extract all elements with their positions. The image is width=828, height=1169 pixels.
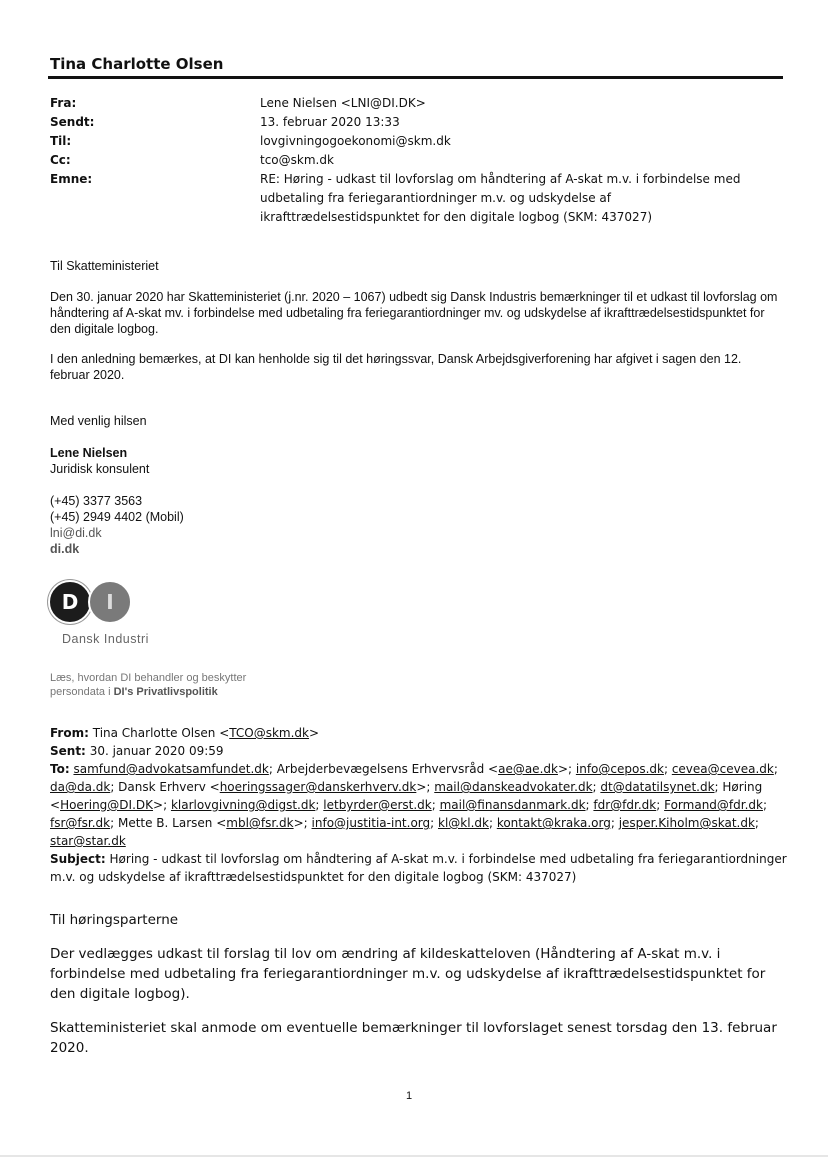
- recipient-email[interactable]: mail@finansdanmark.dk: [439, 798, 586, 812]
- reply-salutation: Til Skatteministeriet: [50, 259, 159, 273]
- fwd-sent-row: [50, 742, 790, 760]
- sent-label: Sendt:: [50, 115, 95, 129]
- recipient-email[interactable]: kl@kl.dk: [438, 816, 489, 830]
- fwd-from-end: >: [308, 726, 320, 740]
- signature-web[interactable]: di.dk: [50, 542, 80, 556]
- recipient-email[interactable]: dt@datatilsynet.dk: [600, 780, 715, 794]
- recipient-separator: ; Dansk Erhverv <: [110, 780, 220, 794]
- logo-d-circle: D: [48, 580, 92, 624]
- recipient-separator: >;: [557, 762, 576, 776]
- logo-circles: [48, 580, 149, 624]
- recipient-email[interactable]: Hoering@DI.DK: [60, 798, 154, 812]
- fwd-from-row: [50, 724, 790, 742]
- recipient-email[interactable]: mail@danskeadvokater.dk: [434, 780, 593, 794]
- signature-title: Juridisk konsulent: [50, 462, 150, 476]
- recipient-separator: ;: [585, 798, 594, 812]
- recipient-email[interactable]: letbyrder@erst.dk: [323, 798, 432, 812]
- signature-mobile: (+45) 2949 4402 (Mobil): [50, 510, 184, 524]
- recipient-email[interactable]: cevea@cevea.dk: [671, 762, 774, 776]
- message-body: [50, 910, 790, 1072]
- header-subject-row: [50, 170, 790, 227]
- from-label: Fra:: [50, 96, 77, 110]
- recipient-separator: ;: [663, 762, 672, 776]
- privacy-line-2-text: persondata i: [50, 686, 114, 698]
- recipient-email[interactable]: star@star.dk: [50, 834, 126, 848]
- di-logo: [48, 580, 149, 646]
- recipient-email[interactable]: da@da.dk: [50, 780, 111, 794]
- recipient-separator: ;: [430, 816, 438, 830]
- recipient-separator: ;: [773, 762, 778, 776]
- recipient-separator: ;: [431, 798, 440, 812]
- fwd-sent-value: 30. januar 2020 09:59: [89, 744, 224, 758]
- fwd-subject-value: Høring - udkast til lovforslag om håndtering af A-skat m.v. i forbindelse med udbetaling fra feriegarantiordninger m.v. og udskydelse af ikrafttrædelsestidspunktet for den digitale logbog (SKM: 437027): [50, 852, 787, 884]
- recipient-email[interactable]: klarlovgivning@digst.dk: [170, 798, 316, 812]
- recipient-separator: ;: [488, 816, 497, 830]
- recipient-separator: ;: [754, 816, 759, 830]
- recipient-separator: ; Arbejderbevægelsens Erhvervsråd <: [268, 762, 499, 776]
- header-from-row: [50, 94, 790, 113]
- privacy-line-2: [50, 685, 246, 699]
- page-number: 1: [406, 1090, 413, 1102]
- reply-body: [50, 258, 780, 557]
- signature-name: Lene Nielsen: [50, 446, 128, 460]
- recipient-email[interactable]: ae@ae.dk: [498, 762, 558, 776]
- privacy-line-1: Læs, hvordan DI behandler og beskytter: [50, 672, 247, 684]
- subject-value: RE: Høring - udkast til lovforslag om håndtering af A-skat m.v. i forbindelse med udbetaling fra feriegarantiordninger m.v. og udskydelse af ikrafttrædelsestidspunktet for den digitale logbog (SKM: 437027): [260, 172, 741, 224]
- scan-edge: [0, 1155, 828, 1157]
- recipient-separator: ;: [762, 798, 768, 812]
- fwd-from-value: Tina Charlotte Olsen <: [92, 726, 230, 740]
- reply-paragraph-1: Den 30. januar 2020 har Skatteministeriet (j.nr. 2020 – 1067) udbedt sig Dansk Industris bemærkninger til et udkast til lovforslag om håndtering af A-skat mv. i forbindelse med udbetaling fra feriegarantiordninger mv. og udskydelse af ikrafttrædelsestidspunktet for den digitale logbog.: [50, 290, 778, 336]
- recipient-email[interactable]: Formand@fdr.dk: [664, 798, 763, 812]
- recipient-email[interactable]: kontakt@kraka.org: [496, 816, 611, 830]
- reply-closing: Med venlig hilsen: [50, 414, 147, 428]
- email-header: [50, 94, 790, 227]
- signature-email[interactable]: lni@di.dk: [50, 526, 102, 540]
- privacy-note: [50, 671, 246, 699]
- fwd-subject-row: [50, 850, 790, 886]
- fwd-to-label: To:: [50, 762, 70, 776]
- recipient-separator: >;: [153, 798, 171, 812]
- header-sent-row: [50, 113, 790, 132]
- sent-value: 13. februar 2020 13:33: [260, 115, 400, 129]
- header-cc-row: [50, 151, 790, 170]
- owner-name: Tina Charlotte Olsen: [50, 55, 224, 73]
- recipient-email[interactable]: fsr@fsr.dk: [50, 816, 111, 830]
- cc-value: tco@skm.dk: [260, 153, 334, 167]
- subject-label: Emne:: [50, 172, 93, 186]
- fwd-to-row: [50, 760, 790, 850]
- recipient-separator: ;: [610, 816, 619, 830]
- to-value: lovgivningogoekonomi@skm.dk: [260, 134, 451, 148]
- to-label: Til:: [50, 134, 72, 148]
- recipient-separator: >;: [416, 780, 435, 794]
- recipient-separator: ;: [592, 780, 601, 794]
- recipient-separator: ; Høring <: [50, 780, 763, 812]
- forwarded-header: [50, 724, 790, 886]
- fwd-from-label: From:: [50, 726, 89, 740]
- recipient-separator: ;: [315, 798, 324, 812]
- fwd-from-email[interactable]: TCO@skm.dk: [229, 726, 309, 740]
- recipient-email[interactable]: info@cepos.dk: [575, 762, 664, 776]
- message-paragraph-2: Skatteministeriet skal anmode om eventuelle bemærkninger til lovforslaget senest torsdag den 13. februar 2020.: [50, 1020, 777, 1056]
- recipient-email[interactable]: samfund@advokatsamfundet.dk: [73, 762, 269, 776]
- message-paragraph-1: Der vedlægges udkast til forslag til lov om ændring af kildeskatteloven (Håndtering af A-skat m.v. i forbindelse med udbetaling fra feriegarantiordninger m.v. og udskydelse af ikrafttrædelsestidspunktet for den digitale logbog).: [50, 946, 766, 1002]
- recipient-separator: ; Mette B. Larsen <: [110, 816, 227, 830]
- fwd-subject-label: Subject:: [50, 852, 106, 866]
- recipient-email[interactable]: info@justitia-int.org: [311, 816, 431, 830]
- header-rule: [48, 76, 783, 79]
- logo-brand-name: Dansk Industri: [62, 632, 149, 646]
- header-to-row: [50, 132, 790, 151]
- reply-paragraph-2: I den anledning bemærkes, at DI kan henholde sig til det høringssvar, Dansk Arbejdsgiverforening har afgivet i sagen den 12. februar 2020.: [50, 352, 742, 382]
- privacy-policy-link[interactable]: DI's Privatlivspolitik: [113, 686, 218, 698]
- recipient-email[interactable]: mbl@fsr.dk: [226, 816, 294, 830]
- recipient-email[interactable]: jesper.Kiholm@skat.dk: [618, 816, 755, 830]
- logo-i-circle: I: [88, 580, 132, 624]
- recipient-email[interactable]: hoeringssager@danskerhverv.dk: [219, 780, 417, 794]
- recipient-separator: >;: [293, 816, 312, 830]
- from-value: Lene Nielsen <LNI@DI.DK>: [260, 96, 426, 110]
- recipient-email[interactable]: fdr@fdr.dk: [593, 798, 657, 812]
- message-salutation: Til høringsparterne: [50, 912, 179, 928]
- cc-label: Cc:: [50, 153, 71, 167]
- fwd-sent-label: Sent:: [50, 744, 86, 758]
- signature-phone: (+45) 3377 3563: [50, 494, 143, 508]
- recipient-separator: ;: [656, 798, 665, 812]
